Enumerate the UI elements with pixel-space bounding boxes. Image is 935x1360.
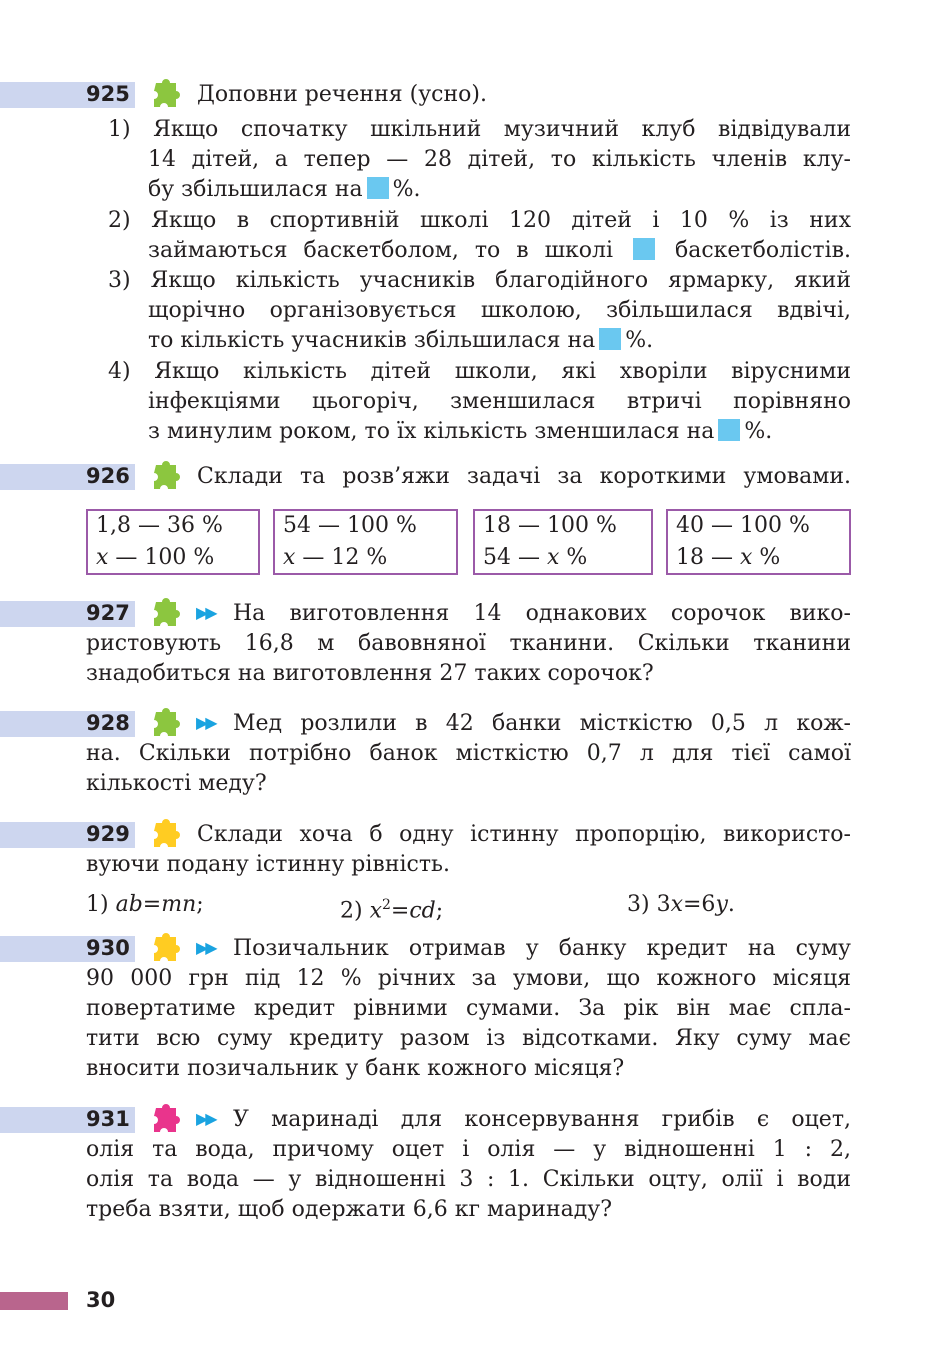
exercise-line: повертатиме кредит рівними сумами. За рік він має спла- [86,996,851,1021]
exercise-line: Мед розлили в 42 банки місткістю 0,5 л кож- [233,711,851,736]
item-text: з минулим роком, то їх кількість зменшилася на [148,419,715,444]
punct: ; [435,898,444,924]
exercise-line: знадобиться на виготовлення 27 таких сорочок? [86,661,654,686]
item-text: займаються баскетболом, то в школі [148,238,614,263]
blank-square [599,328,621,350]
box-line [283,545,387,570]
double-arrow-icon: ▶▶ [196,713,215,732]
item-text: бу збільшилася на [148,177,363,202]
exercise-number: 927 [86,601,130,625]
exercise-line: На виготовлення 14 однакових сорочок вико- [233,601,851,626]
variable: ab [115,892,143,917]
exercise-line: Склади хоча б одну істинну пропорцію, використо- [197,822,851,847]
item-line: 1) Якщо спочатку шкільний музичний клуб відвідували [108,117,851,142]
double-arrow-icon: ▶▶ [196,1109,215,1128]
page-number-bar [0,1292,68,1310]
equals: = [390,898,410,924]
exercise-line: треба взяти, щоб одержати 6,6 кг маринаду? [86,1197,613,1222]
variable: x [739,545,753,570]
puzzle-yellow-icon [144,929,184,969]
item-line [148,236,851,266]
box-text: 54 — [483,545,547,570]
variable: cd [409,898,436,924]
equation [86,890,204,920]
equals: =6 [683,892,716,917]
box-text: 18 — [676,545,740,570]
variable: x [546,545,560,570]
box-line: 18 — 100 % [483,513,617,538]
exercise-line: тити всю суму кредиту разом із відсотками. Яку суму має [86,1026,851,1051]
exercise-number: 929 [86,822,130,846]
item-line [148,326,653,356]
box-text: % [559,545,588,570]
puzzle-green-icon [144,75,184,115]
puzzle-pink-icon [144,1100,184,1140]
item-line: інфекціями цьогоріч, зменшилася втричі порівняно [148,389,851,414]
double-arrow-icon: ▶▶ [196,938,215,957]
blank-square [367,177,389,199]
exercise-title: Доповни речення (усно). [197,82,487,107]
exercise-line: олія та вода — у відношенні 3 : 1. Скільки оцту, олії і води [86,1167,851,1192]
item-line: щорічно організовується школою, збільшилася вдвічі, [148,298,851,323]
exercise-line: У маринаді для консервування грибів є оцет, [233,1107,851,1132]
variable: mn [161,892,197,917]
exercise-number: 925 [86,82,130,106]
exercise-line: кількості меду? [86,771,267,796]
item-line: 2) Якщо в спортивній школі 120 дітей і 10 % із них [108,208,851,233]
punct: . [727,892,735,917]
equals: = [142,892,162,917]
equation-number: 2) [340,898,370,924]
equation-number: 3) [627,892,657,917]
blank-square [633,238,655,260]
variable: x [96,545,109,570]
exercise-number: 930 [86,936,130,960]
double-arrow-icon: ▶▶ [196,603,215,622]
exercise-line: олія та вода, причому оцет і олія — у відношенні 1 : 2, [86,1137,851,1162]
item-text: %. [744,419,773,444]
exercise-line: 90 000 грн під 12 % річних за умови, що кожного місяця [86,966,851,991]
exercise-number: 926 [86,464,130,488]
exercise-line: вуючи подану істинну рівність. [86,852,450,877]
punct: ; [196,892,204,917]
item-text: %. [392,177,421,202]
page-number: 30 [86,1288,116,1312]
variable: x [283,545,296,570]
exercise-line: вносити позичальник у банк кожного місяця? [86,1056,625,1081]
puzzle-green-icon [144,594,184,634]
item-text: то кількість учасників збільшилася на [148,328,596,353]
box-line: 40 — 100 % [676,513,810,538]
box-text: % [752,545,781,570]
puzzle-green-icon [144,457,184,497]
exercise-line: ристовують 16,8 м бавовняної тканини. Скільки тканини [86,631,851,656]
box-line: 1,8 — 36 % [96,513,223,538]
box-text: — 12 % [295,545,388,570]
item-text: баскетболістів. [674,238,852,263]
blank-square [718,419,740,441]
item-text: %. [625,328,654,353]
condition-box [666,509,851,575]
box-text: — 100 % [108,545,215,570]
puzzle-yellow-icon [144,815,184,855]
exercise-number: 931 [86,1107,130,1131]
exercise-line: Позичальник отримав у банку кредит на суму [233,936,851,961]
exercise-title: Склади та розв’яжи задачі за короткими умовами. [197,464,851,489]
exercise-number: 928 [86,711,130,735]
equation-number: 1) [86,892,116,917]
coef: 3 [656,892,671,917]
box-line: 54 — 100 % [283,513,417,538]
item-line: 14 дітей, а тепер — 28 дітей, то кількість членів клу- [148,147,851,172]
equation [340,890,443,926]
condition-box [273,509,458,575]
box-line [96,545,214,570]
variable: x [670,892,683,917]
box-line [676,545,780,570]
variable: y [715,892,728,917]
box-line [483,545,587,570]
exponent: 2 [382,897,391,913]
item-line: 3) Якщо кількість учасників благодійного ярмарку, який [108,268,851,293]
condition-box [86,509,260,575]
item-line [148,417,772,447]
equation [627,890,735,920]
item-line: 4) Якщо кількість дітей школи, які хворіли вірусними [108,359,851,384]
puzzle-green-icon [144,704,184,744]
condition-box [473,509,653,575]
exercise-line: на. Скільки потрібно банок місткістю 0,7 л для тієї самої [86,741,851,766]
variable: x [369,898,382,924]
item-line [148,175,421,205]
